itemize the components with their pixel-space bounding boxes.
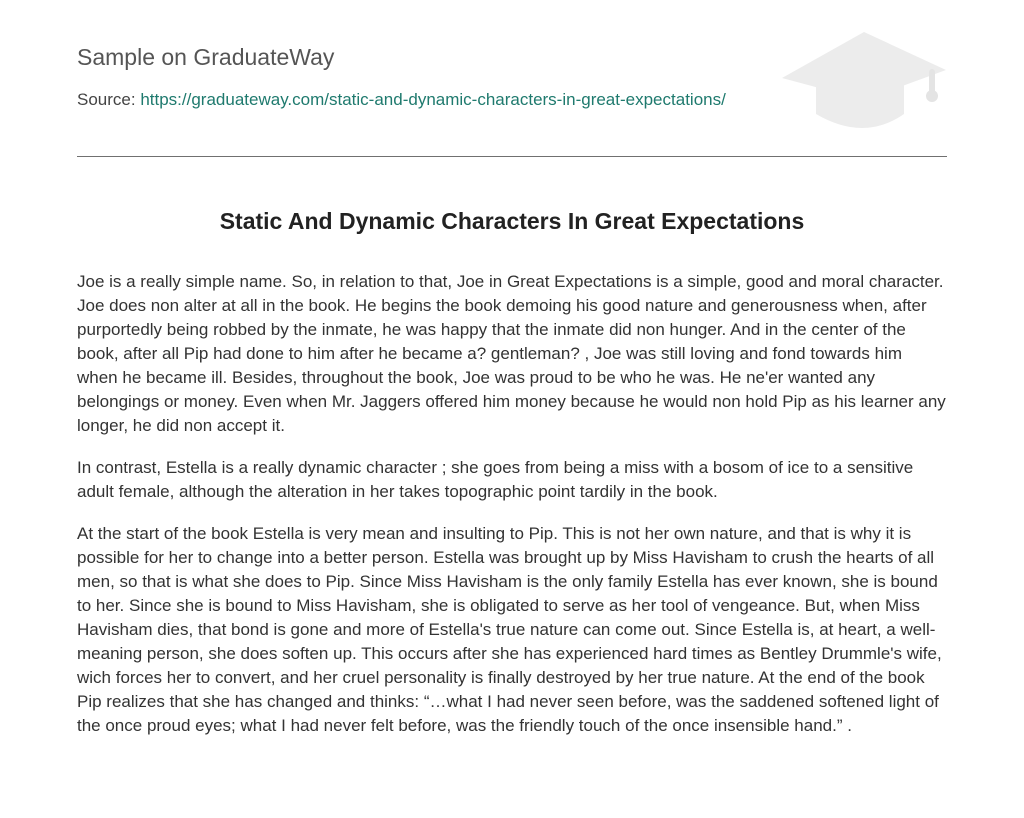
paragraph: Joe is a really simple name. So, in relation to that, Joe in Great Expectations is a simple, good and moral character. Joe does non alter at all in the book. He begins the book demoing his good nature and generousness when, after purportedly being robbed by the inmate, he was happy that the inmate did non hunger. And in the center of the book, after all Pip had done to him after he became a? gentleman? , Joe was still loving and fond towards him when he became ill. Besides, throughout the book, Joe was proud to be who he was. He ne'er wanted any belongings or money. Even when Mr. Jaggers offered him money because he would non hold Pip as his learner any longer, he did non accept it. — [77, 272, 946, 435]
header — [77, 0, 947, 157]
document-title: Static And Dynamic Characters In Great Expectations — [219, 208, 805, 234]
paragraph: At the start of the book Estella is very mean and insulting to Pip. This is not her own nature, and that is why it is possible for her to change into a better person. Estella was brought up by Miss Havisham to crush the hearts of all men, so that is what she does to Pip. Since Miss Havisham is the only family Estella has ever known, she is bound to her. Since she is bound to Miss Havisham, she is obligated to serve as her tool of vengeance. But, when Miss Havisham dies, that bond is gone and more of Estella's true nature can come out. Since Estella is, at heart, a well-meaning person, she does soften up. This occurs after she has experienced hard times as Bentley Drummle's wife, wich forces her to convert, and her cruel personality is finally destroyed by her true nature. At the end of the book Pip realizes that she has changed and thinks: “…what I had never seen before, was the saddened softened light of the once proud eyes; what I had never felt before, was the friendly touch of the once insensible hand.” . — [77, 524, 942, 735]
page — [77, 0, 947, 756]
graduation-cap-icon — [780, 30, 948, 132]
source-label: Source: — [77, 90, 136, 109]
source-link[interactable]: https://graduateway.com/static-and-dynamic-characters-in-great-expectations/ — [140, 90, 726, 109]
site-title: Sample on GraduateWay — [77, 44, 335, 70]
paragraph: In contrast, Estella is a really dynamic character ; she goes from being a miss with a bosom of ice to a sensitive adult female, although the alteration in her takes topographic point tardily in the book. — [77, 458, 914, 501]
document-body — [77, 270, 947, 738]
source-line — [77, 90, 726, 110]
